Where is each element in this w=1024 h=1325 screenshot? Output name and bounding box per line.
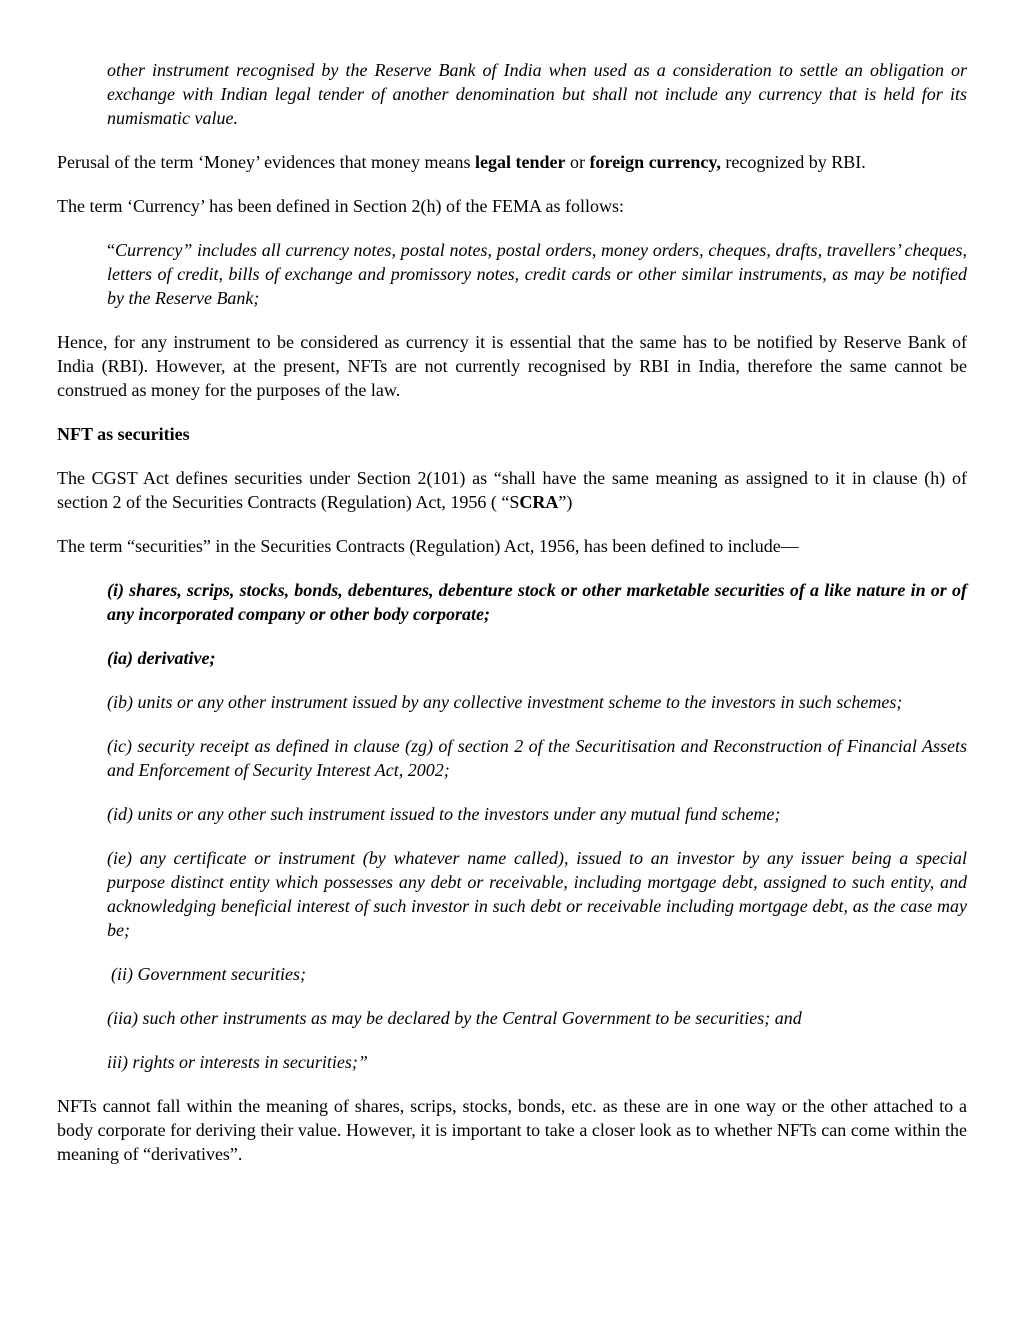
currency-definition-quote bbox=[107, 238, 967, 310]
cgst-before: The CGST Act defines securities under Section 2(101) as “shall have the same meaning as assigned to it in clause (h) of section 2 of the Securities Contracts (Regulation) Act, 1956 ( “S bbox=[57, 468, 967, 512]
money-perusal-paragraph bbox=[57, 150, 967, 174]
money-perusal-before: Perusal of the term ‘Money’ evidences that money means bbox=[57, 152, 476, 172]
currency-intro-paragraph: The term ‘Currency’ has been defined in Section 2(h) of the FEMA as follows: bbox=[57, 196, 625, 216]
clause-iii: iii) rights or interests in securities;” bbox=[107, 1052, 368, 1072]
currency-quote-open-mark: “ bbox=[107, 240, 115, 260]
currency-quote-text: Currency” includes all currency notes, postal notes, postal orders, money orders, cheques, drafts, travellers’ cheques, letters of credit, bills of exchange and promissory notes, credit cards or other similar instruments, as may be notified by the Reserve Bank; bbox=[107, 240, 967, 308]
cgst-bold-cra: CRA bbox=[519, 492, 559, 512]
clause-i: (i) shares, scrips, stocks, bonds, debentures, debenture stock or other marketable securities of a like nature in or of any incorporated company or other body corporate; bbox=[107, 580, 967, 624]
money-perusal-bold-legal-tender: legal tender bbox=[475, 152, 566, 172]
section-heading-nft-securities bbox=[57, 422, 967, 446]
cgst-after: ”) bbox=[558, 492, 573, 512]
clause-ib: (ib) units or any other instrument issued by any collective investment scheme to the investors in such schemes; bbox=[107, 692, 903, 712]
scra-intro-paragraph: The term “securities” in the Securities Contracts (Regulation) Act, 1956, has been defined to include— bbox=[57, 536, 799, 556]
money-perusal-bold-foreign-currency: foreign currency, bbox=[589, 152, 721, 172]
clause-iia: (iia) such other instruments as may be declared by the Central Government to be securities; and bbox=[107, 1008, 802, 1028]
closing-paragraph: NFTs cannot fall within the meaning of shares, scrips, stocks, bonds, etc. as these are in one way or the other attached to a body corporate for deriving their value. However, it is important to take a closer look as to whether NFTs can come within the meaning of “derivatives”. bbox=[57, 1096, 967, 1164]
money-perusal-middle: or bbox=[565, 152, 590, 172]
document-page bbox=[57, 58, 967, 1166]
money-perusal-after: recognized by RBI. bbox=[720, 152, 866, 172]
money-definition-continuation: other instrument recognised by the Reserve Bank of India when used as a consideration to settle an obligation or exchange with Indian legal tender of another denomination but shall not include any currency that is held for its numismatic value. bbox=[107, 60, 967, 128]
hence-paragraph: Hence, for any instrument to be considered as currency it is essential that the same has to be notified by Reserve Bank of India (RBI). However, at the present, NFTs are not currently recognised by RBI in India, therefore the same cannot be construed as money for the purposes of the law. bbox=[57, 332, 967, 400]
clause-ia: (ia) derivative; bbox=[107, 648, 216, 668]
clause-ii: (ii) Government securities; bbox=[111, 964, 306, 984]
section-heading-text: NFT as securities bbox=[57, 424, 190, 444]
clause-ic: (ic) security receipt as defined in clause (zg) of section 2 of the Securitisation and Reconstruction of Financial Assets and Enforcement of Security Interest Act, 2002; bbox=[107, 736, 967, 780]
cgst-paragraph bbox=[57, 466, 967, 514]
clause-ie: (ie) any certificate or instrument (by whatever name called), issued to an investor by any issuer being a special purpose distinct entity which possesses any debt or receivable, including mortgage debt, assigned to such entity, and acknowledging beneficial interest of such investor in such debt or receivable including mortgage debt, as the case may be; bbox=[107, 848, 967, 940]
clause-id: (id) units or any other such instrument issued to the investors under any mutual fund scheme; bbox=[107, 804, 781, 824]
